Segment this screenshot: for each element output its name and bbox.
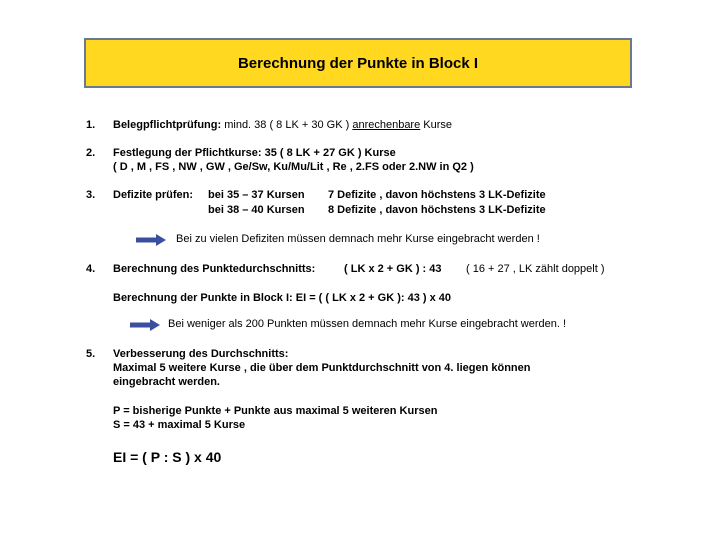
item-3-deficit-1: 7 Defizite , davon höchstens 3 LK-Defizite <box>328 189 546 201</box>
item-3-range-2: bei 38 – 40 Kursen <box>208 204 305 216</box>
item-5-line2: Maximal 5 weitere Kurse , die über dem Punktdurchschnitt von 4. liegen können <box>113 362 531 374</box>
page-title: Berechnung der Punkte in Block I <box>237 54 479 72</box>
item-5-final-formula: EI = ( P : S ) x 40 <box>113 449 222 465</box>
item-4-line2: Berechnung der Punkte in Block I: EI = ( ( LK x 2 + GK ): 43 ) x 40 <box>113 292 452 304</box>
item-2-number: 2. <box>86 147 96 159</box>
item-1-text <box>113 119 452 131</box>
item-1-end: Kurse <box>423 119 453 131</box>
item-5-line1: Verbesserung des Durchschnitts: <box>113 348 289 360</box>
item-3-label: Defizite prüfen: <box>113 189 194 201</box>
item-1-number: 1. <box>86 119 96 131</box>
item-4-remark: ( 16 + 27 , LK zählt doppelt ) <box>466 263 605 275</box>
item-2-line2: ( D , M , FS , NW , GW , Ge/Sw, Ku/Mu/Lit , Re , 2.FS oder 2.NW in Q2 ) <box>113 161 474 173</box>
item-4-note: Bei weniger als 200 Punkten müssen demnach mehr Kurse eingebracht werden. ! <box>168 318 567 330</box>
item-3-note: Bei zu vielen Defiziten müssen demnach mehr Kurse eingebracht werden ! <box>176 233 540 245</box>
item-5-number: 5. <box>86 348 96 360</box>
item-4-number: 4. <box>86 263 96 275</box>
item-3-number: 3. <box>86 189 96 201</box>
item-5-line3: eingebracht werden. <box>113 376 220 388</box>
arrow-right-icon <box>136 234 166 246</box>
arrow-right-icon <box>130 319 160 331</box>
item-5-p-definition: P = bisherige Punkte + Punkte aus maximal 5 weiteren Kursen <box>113 405 438 417</box>
item-4-formula: ( LK x 2 + GK ) : 43 <box>344 263 442 275</box>
item-5-s-definition: S = 43 + maximal 5 Kurse <box>113 419 246 431</box>
item-1-label: Belegpflichtprüfung: <box>113 119 222 131</box>
item-1-underlined: anrechenbare <box>352 119 421 131</box>
item-3-range-1: bei 35 – 37 Kursen <box>208 189 305 201</box>
item-4-label: Berechnung des Punktedurchschnitts: <box>113 263 316 275</box>
item-1-requirement: mind. 38 ( 8 LK + 30 GK ) <box>224 119 350 131</box>
item-2-line1: Festlegung der Pflichtkurse: 35 ( 8 LK + 27 GK ) Kurse <box>113 147 396 159</box>
item-3-deficit-2: 8 Defizite , davon höchstens 3 LK-Defizite <box>328 204 546 216</box>
title-box <box>84 38 632 88</box>
